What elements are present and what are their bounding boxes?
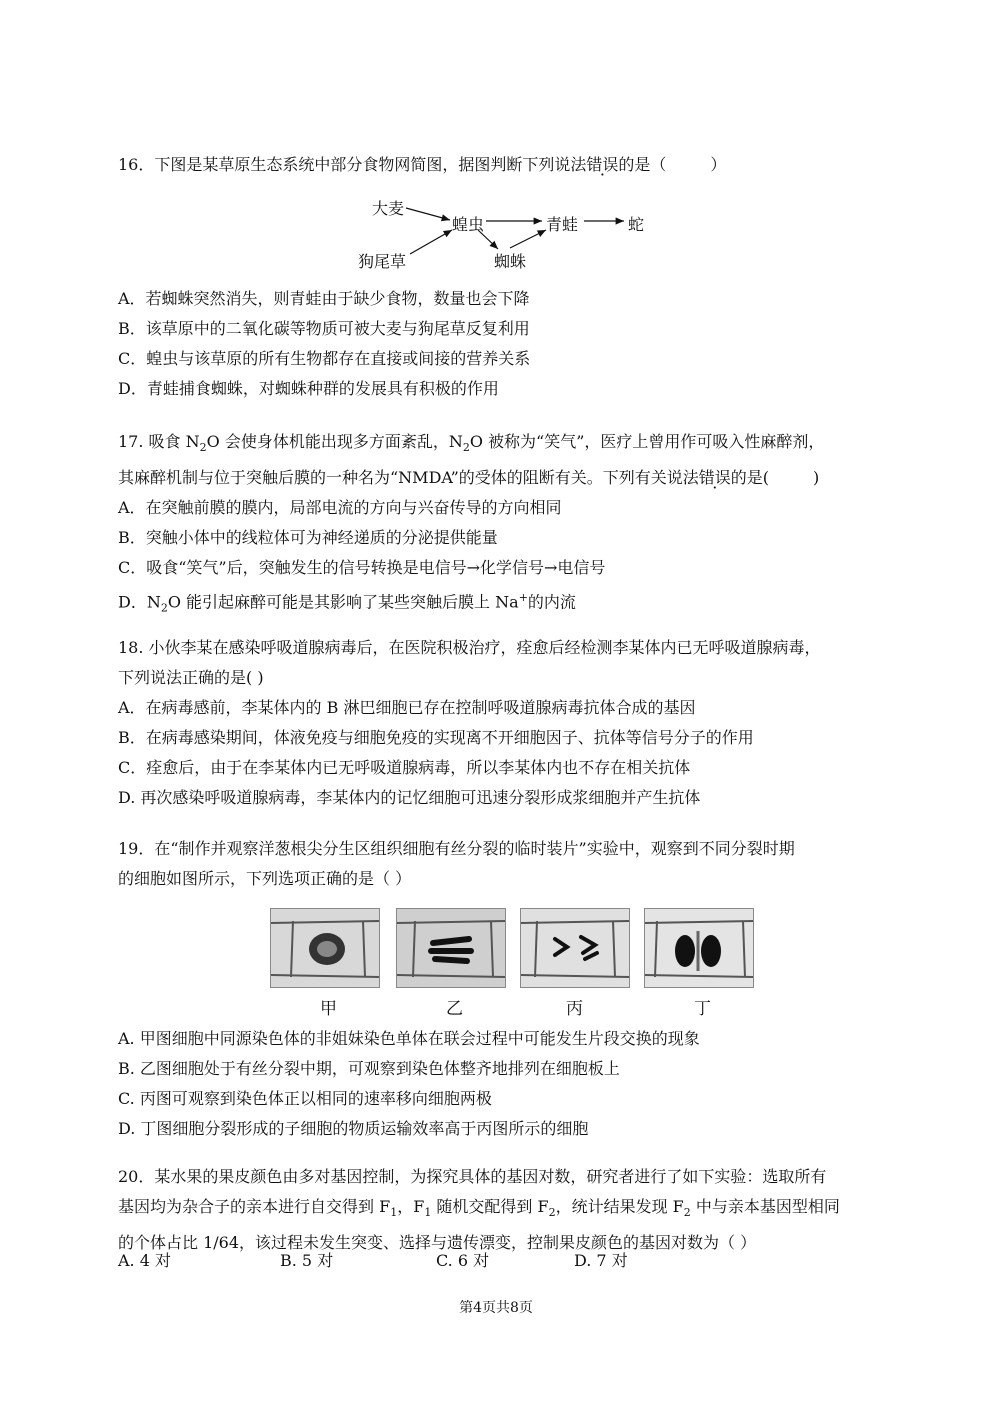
q19-options bbox=[118, 1024, 898, 1144]
label-bing: 丙 bbox=[566, 999, 583, 1019]
option-b: B. 乙图细胞处于有丝分裂中期，可观察到染色体整齐地排列在细胞板上 bbox=[118, 1059, 620, 1078]
option-a: A．若蜘蛛突然消失，则青蛙由于缺少食物，数量也会下降 bbox=[118, 289, 530, 308]
option-a: A. 甲图细胞中同源染色体的非姐妹染色单体在联会过程中可能发生片段交换的现象 bbox=[118, 1029, 700, 1048]
food-web-arrows bbox=[350, 192, 660, 272]
q20-stem-line3: 的个体占比 1/64，该过程未发生突变、选择与遗传漂变，控制果皮颜色的基因对数为（ ） bbox=[118, 1233, 757, 1253]
q20-stem-line2: 基因均为杂合子的亲本进行自交得到 $F_1$，$F_1$ 随机交配得到 $F_2$，统计结果发现 $F_2$ 中与亲本基因型相同 bbox=[118, 1197, 840, 1220]
q16-stem: 16．下图是某草原生态系统中部分食物网简图，据图判断下列说法错误的是（ ） bbox=[118, 155, 727, 174]
option-d: D. 丁图细胞分裂形成的子细胞的物质运输效率高于丙图所示的细胞 bbox=[118, 1119, 589, 1138]
label-ding: 丁 bbox=[694, 999, 711, 1019]
label-jia: 甲 bbox=[320, 999, 337, 1019]
q18-stem-line2: 下列说法正确的是( ) bbox=[118, 668, 264, 687]
option-d: D．$N_2O$ 能引起麻醉可能是其影响了某些突触后膜上 Na+的内流 bbox=[118, 591, 576, 615]
emphasis-mark: 错误 bbox=[586, 155, 619, 174]
q17-stem-line1: 17. 吸食 $N_2O$ 会使身体机能出现多方面紊乱，$N_2O$ 被称为“笑气”，医疗上曾用作可吸入性麻醉剂， bbox=[118, 432, 825, 455]
question-17 bbox=[118, 427, 898, 624]
node-barley: 大麦 bbox=[372, 199, 405, 218]
label-yi: 乙 bbox=[446, 999, 463, 1019]
option-d: D. 再次感染呼吸道腺病毒，李某体内的记忆细胞可迅速分裂形成浆细胞并产生抗体 bbox=[118, 788, 701, 807]
option-a: A．在突触前膜的膜内，局部电流的方向与兴奋传导的方向相同 bbox=[118, 498, 562, 518]
option-b: B．突触小体中的线粒体可为神经递质的分泌提供能量 bbox=[118, 528, 498, 548]
node-snake: 蛇 bbox=[628, 215, 645, 234]
cell-image-yi bbox=[396, 908, 506, 988]
option-b: B. 5 对 bbox=[280, 1251, 334, 1270]
option-c: C．吸食“笑气”后，突触发生的信号转换是电信号→化学信号→电信号 bbox=[118, 558, 606, 578]
q19-stem-line1: 19．在“制作并观察洋葱根尖分生区组织细胞有丝分裂的临时装片”实验中，观察到不同分裂时期 bbox=[118, 839, 795, 858]
option-d: D. 7 对 bbox=[574, 1251, 628, 1270]
page-footer: 第4页共8页 bbox=[459, 1300, 533, 1316]
option-a: A．在病毒感前，李某体内的 B 淋巴细胞已存在控制呼吸道腺病毒抗体合成的基因 bbox=[118, 698, 696, 717]
q17-stem-line2: 其麻醉机制与位于突触后膜的一种名为“NMDA”的受体的阻断有关。下列有关说法错误的是( ) bbox=[118, 468, 820, 488]
option-c: C. 6 对 bbox=[436, 1251, 490, 1270]
node-locust: 蝗虫 bbox=[452, 215, 485, 234]
q20-stem-line1: 20．某水果的果皮颜色由多对基因控制，为探究具体的基因对数，研究者进行了如下实验：选取所有 bbox=[118, 1167, 827, 1186]
mitosis-micrographs bbox=[270, 908, 754, 1018]
option-b: B．该草原中的二氧化碳等物质可被大麦与狗尾草反复利用 bbox=[118, 319, 530, 338]
cell-image-ding bbox=[644, 908, 754, 988]
cell-image-bing bbox=[520, 908, 630, 988]
option-c: C．痊愈后，由于在李某体内已无呼吸道腺病毒，所以李某体内也不存在相关抗体 bbox=[118, 758, 691, 777]
option-c: C．蝗虫与该草原的所有生物都存在直接或间接的营养关系 bbox=[118, 349, 531, 368]
q16-options bbox=[118, 284, 898, 404]
cell-image-jia bbox=[270, 908, 380, 988]
option-b: B．在病毒感染期间，体液免疫与细胞免疫的实现离不开细胞因子、抗体等信号分子的作用 bbox=[118, 728, 754, 747]
node-spider: 蜘蛛 bbox=[494, 252, 527, 271]
emphasis-mark: 错误 bbox=[698, 468, 731, 488]
question-19 bbox=[118, 834, 898, 894]
node-foxtail: 狗尾草 bbox=[358, 252, 407, 271]
option-a: A. 4 对 bbox=[118, 1251, 171, 1270]
question-20 bbox=[118, 1162, 898, 1258]
node-frog: 青蛙 bbox=[546, 215, 579, 234]
q18-stem-line1: 18. 小伙李某在感染呼吸道腺病毒后，在医院积极治疗，痊愈后经检测李某体内已无呼吸道腺病毒， bbox=[118, 638, 821, 657]
q19-stem-line2: 的细胞如图所示，下列选项正确的是（ ） bbox=[118, 869, 412, 888]
option-c: C. 丙图可观察到染色体正以相同的速率移向细胞两极 bbox=[118, 1089, 492, 1108]
option-d: D．青蛙捕食蜘蛛，对蜘蛛种群的发展具有积极的作用 bbox=[118, 379, 499, 398]
food-web-diagram bbox=[350, 192, 660, 272]
question-18 bbox=[118, 633, 898, 813]
question-16 bbox=[118, 150, 898, 180]
